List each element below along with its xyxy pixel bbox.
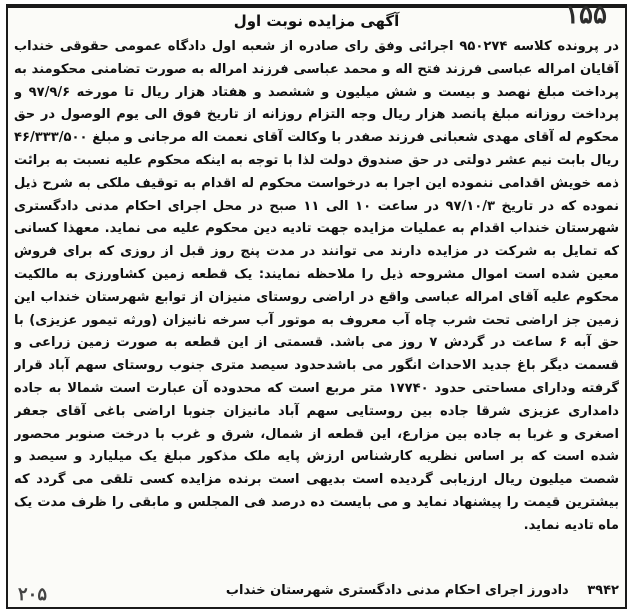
notice-title: آگهی مزایده نوبت اول (233, 12, 400, 30)
notice-footer (14, 583, 619, 603)
handwritten-number: ۱۵۵ (565, 0, 607, 30)
notice-body: در پرونده کلاسه ۹۵۰۲۷۴ اجرائی وفق رای صادره از شعبه اول دادگاه عمومی حقوقی خنداب آقایان امراله عباسی فرزند فتح اله و محمد عباسی فرزند امراله به صورت تضامنی محکومند به پرداخت مبلغ نهصد و بیست و شش میلیون و ششصد و هفتاد هزار ریال تا مورخه ۹۷/۹/۶ و پرداخت روزانه مبلغ پانصد هزار ریال وجه التزام روزانه از تاریخ فوق الی یوم الوصول در حق محکوم له آقای مهدی شعبانی فرزند صفدر با وکالت آقای نعمت اله مرجانی و مبلغ ۴۶/۳۳۳/۵۰۰ ریال بابت نیم عشر دولتی در حق صندوق دولت لذا با توجه به اینکه محکوم علیه نسبت به برائت ذمه خویش اقدامی ننموده این اجرا به درخواست محکوم له اقدام به توقیف ملکی به شرح ذیل نموده که در تاریخ ۹۷/۱۰/۳ در ساعت ۱۰ الی ۱۱ صبح در محل اجرای احکام مدنی دادگستری شهرستان خنداب اقدام به عملیات مزایده جهت تادیه دین محکوم علیه می نماید. معهذا کسانی که تمایل به شرکت در مزایده دارند می توانند در مدت پنج روز قبل از روزی که برای فروش معین شده است اموال مشروحه ذیل را ملاحظه نمایند: یک قطعه زمین کشاورزی به مالکیت محکوم علیه آقای امراله عباسی واقع در اراضی روستای منیزان از توابع شهرستان خنداب این زمین جز اراضی تحت شرب چاه آب معروف به موتور آب سرخه نانیزان (ورثه تیمور عزیزی) با حق آبه ۶ ساعت در گردش ۷ روز می باشد. قسمتی از این قطعه به صورت زمین زراعی و قسمت دیگر باغ جدید الاحداث انگور می باشدحدود سیصد متری جنوب روستای سهم آباد قرار گرفته ودارای مساحتی حدود ۱۷۷۴۰ متر مربع است که محدوده آن عبارت است شمالا به جاده دامداری عزیزی شرقا جاده بین روستایی سهم آباد مانیزان جنوبا اراضی باغی آقای جعفر اصغری و غربا به جاده بین مزارع، این قطعه از شمال، شرق و غرب با درخت صنوبر محصور شده است که بر اساس نظریه کارشناس ارزش پایه ملک مذکور مبلغ یک میلیارد و سیصد و شصت میلیون ریال ارزیابی گردیده است بدیهی است برنده مزایده کسی تلقی می گردد که بیشترین قیمت را پیشنهاد نماید و می بایست ده درصد فی المجلس و مابقی را ظرف مدت یک ماه تادیه نماید. (14, 39, 619, 533)
handwritten-mark: ۲۰۵ (18, 584, 48, 605)
top-border (8, 6, 625, 8)
issuer-line: دادورز اجرای احکام مدنی دادگستری شهرستان خنداب (225, 583, 569, 598)
notice-code: ۳۹۴۲ (587, 583, 619, 598)
auction-notice (6, 0, 627, 609)
